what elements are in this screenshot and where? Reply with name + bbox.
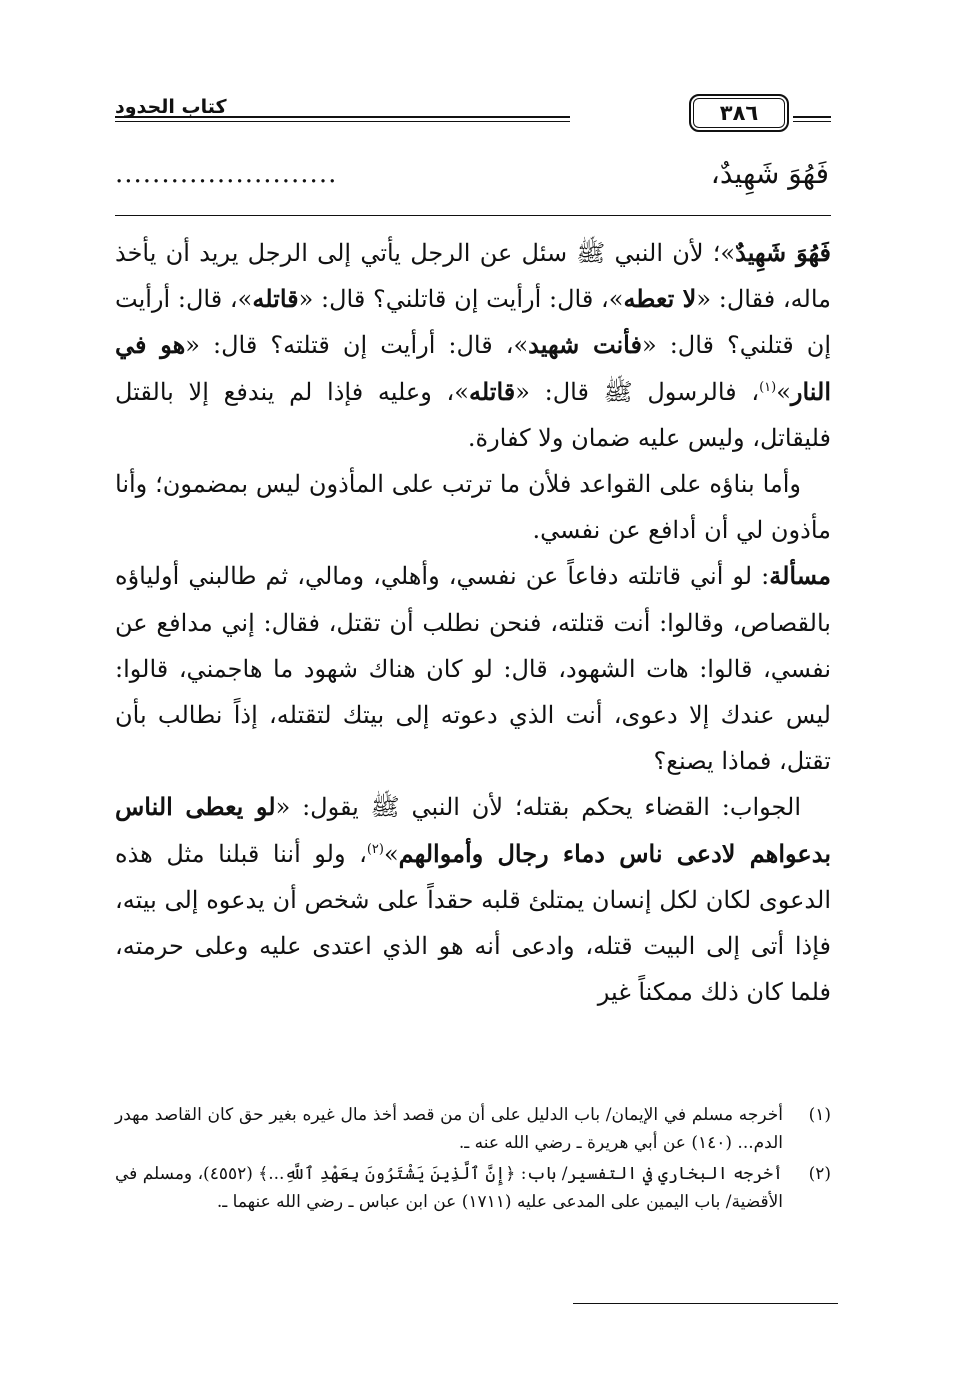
text-run: »، وعليه فإذا لم يندفع إلا بالقتل فليقاتل، وليس عليه ضمان ولا كفارة.: [115, 377, 831, 452]
matn-dots: ........................: [115, 159, 338, 189]
commentary-body: [115, 230, 831, 1015]
page-header: [115, 90, 831, 134]
text-run: »، قال: أرأيت إن قتلني؟ قال: «: [115, 285, 831, 360]
text-run: »، قال: أرأيت إن قاتلني؟ قال: «: [298, 285, 624, 314]
footnotes: [115, 1102, 831, 1220]
hadith-quote: فأنت شهيد: [528, 330, 642, 360]
issue-label: مسألة: [769, 561, 831, 591]
footnote-text: أخرجه البخاري في التفسير/ باب: ﴿إِنَّ ٱلَّذِينَ يَشْتَرُونَ بِعَهْدِ ٱللَّهِ...﴾ (٤٥٥٢)، ومسلم في الأقضية/ باب اليمين على المدعى عليه (١٧١١) عن ابن عباس ـ رضي الله عنهما ـ.: [115, 1164, 783, 1212]
footnote: [115, 1102, 831, 1157]
text-run: ، ولو أننا قبلنا مثل هذه الدعوى لكان لكل إنسان يمتلئ قلبه حقداً على شخص أن يدعوه إلى بيته، فإذا أتى إلى البيت قتله، وادعى أنه هو الذي اعتدى عليه وعلى حرمته، فلما كان ذلك ممكناً غير: [115, 839, 831, 1007]
text-run: الجواب: القضاء يحكم بقتله؛ لأن النبي ﷺ يقول: «: [275, 793, 802, 822]
footnote-ref-1: (١): [759, 379, 777, 395]
matn-text: فَهُوَ شَهِيدٌ،: [710, 157, 829, 190]
hadith-quote: لا تعطه: [623, 284, 697, 314]
hadith-quote: لو يعطى الناس بدعواهم لادعى ناس دماء رجال وأموالهم: [115, 792, 831, 868]
header-rule: [793, 116, 831, 118]
footnote-number: (١): [808, 1105, 831, 1125]
hadith-quote: قاتله: [468, 376, 516, 406]
book-title: كتاب الحدود: [115, 96, 227, 118]
text-run: ، فالرسول ﷺ قال: «: [515, 377, 760, 406]
hadith-quote: هو في النار: [115, 330, 832, 406]
paragraph-3: [115, 553, 831, 784]
paragraph-2: وأما بناؤه على القواعد فلأن ما ترتب على المأذون ليس بمضمون؛ وأنا مأذون لي أن أدافع عن نفسي.: [115, 470, 831, 545]
text-run: »: [383, 839, 399, 868]
footnote-text: أخرجه مسلم في الإيمان/ باب الدليل على أن من قصد أخذ مال غيره بغير حق كان القاصد مهدر الدم... (١٤٠) عن أبي هريرة ـ رضي الله عنه ـ.: [115, 1105, 783, 1153]
text-run: »: [776, 377, 791, 406]
quoted-matn: فَهُوَ شَهِيدٌ: [735, 238, 832, 267]
matn-divider: [115, 215, 831, 216]
header-rule: [793, 121, 831, 122]
paragraph-1: [115, 230, 831, 461]
footnote-number: (٢): [808, 1164, 831, 1184]
matn-line: [115, 150, 831, 198]
footnote-ref-2: (٢): [366, 841, 384, 857]
page: [115, 80, 831, 1340]
paragraph-4: [115, 784, 831, 1015]
hadith-quote: قاتله: [252, 284, 299, 314]
text-run: »؛ لأن النبي ﷺ سئل عن الرجل يأتي إلى الرجل يريد أن يأخذ ماله، فقال: «: [115, 239, 832, 314]
footnote-divider: [573, 1303, 838, 1304]
page-number: ٣٨٦: [689, 94, 789, 132]
text-run: »، قال: أرأيت إن قتلته؟ قال: «: [185, 331, 529, 360]
text-run: : لو أني قاتلته دفاعاً عن نفسي، وأهلي، ومالي، ثم طالبني أولياؤه بالقصاص، وقالوا: أنت قتلته، فنحن نطلب أن تقتل، فقال: إني مدافع عن نفسي، قالوا: هات الشهود، قال: لو كان هناك شهود ما هاجمني، قالوا: ليس عندك إلا دعوى، أنت الذي دعوته إلى بيتك لتقتله، إذاً نطالب بأن تقتل، فماذا يصنع؟: [115, 562, 831, 776]
footnote: [115, 1161, 831, 1216]
header-rule: [115, 121, 570, 122]
